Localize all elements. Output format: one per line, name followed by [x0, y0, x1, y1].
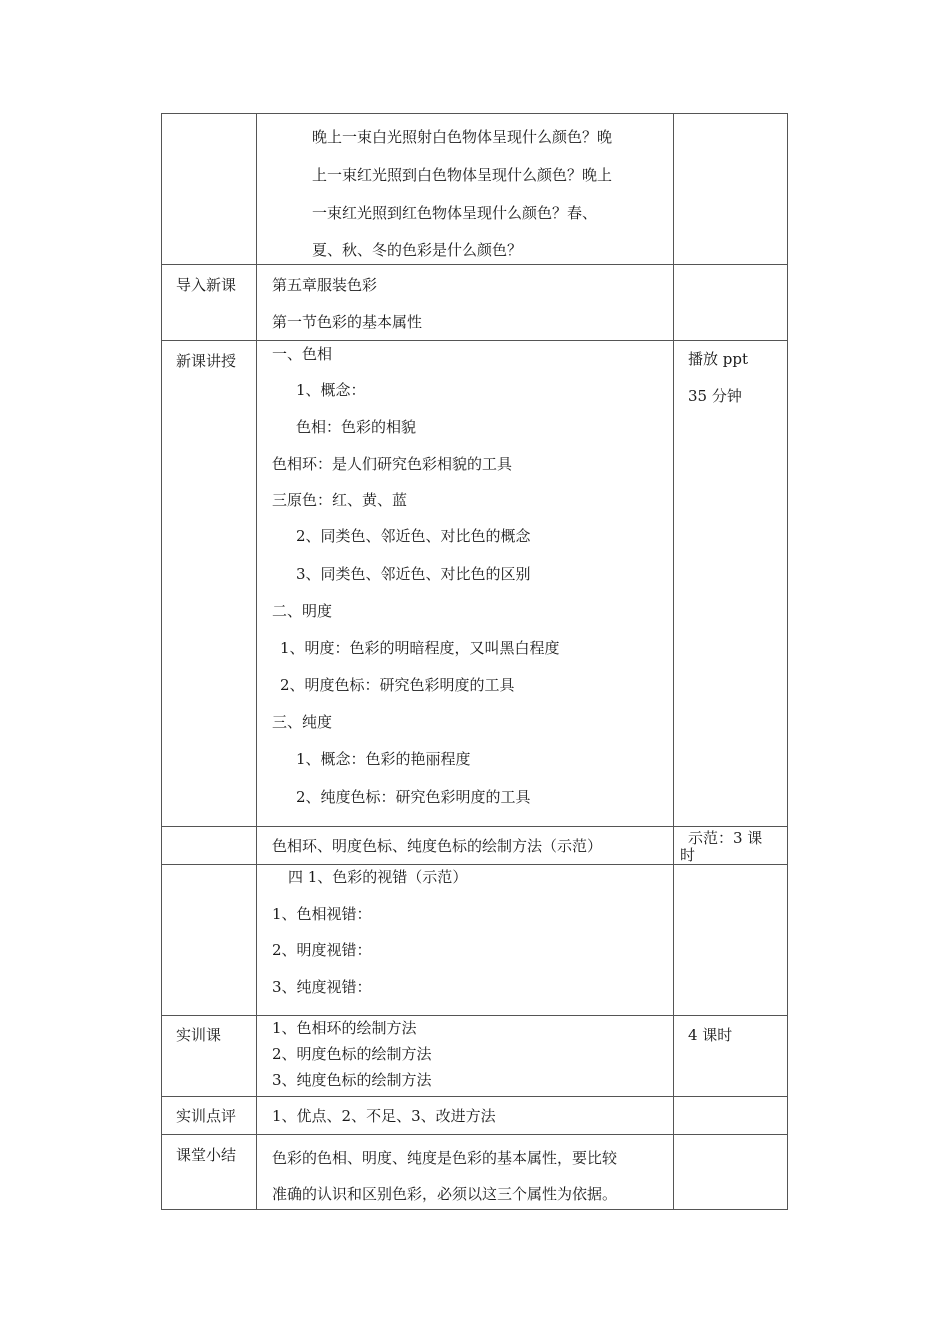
demo-note-line: 时 — [680, 846, 696, 864]
table-border-bottom — [161, 1209, 788, 1210]
row-divider — [161, 340, 788, 341]
table-border-right — [787, 113, 788, 1210]
illusion-content-line: 2、明度视错： — [272, 941, 372, 959]
lecture-content-line: 一、色相 — [272, 345, 333, 363]
lecture-content-line: 1、概念： — [296, 381, 366, 399]
demo-content: 色相环、明度色标、纯度色标的绘制方法（示范） — [272, 837, 603, 855]
summary-content-line: 准确的认识和区别色彩，必须以这三个属性为依据。 — [272, 1185, 618, 1203]
import-content-line: 第一节色彩的基本属性 — [272, 313, 423, 331]
row-divider — [161, 264, 788, 265]
lecture-content-line: 2、纯度色标：研究色彩明度的工具 — [296, 788, 531, 806]
row-divider — [161, 1134, 788, 1135]
row-label-practice: 实训课 — [176, 1026, 222, 1044]
lecture-content-line: 色相：色彩的相貌 — [296, 418, 417, 436]
lecture-content-line: 三、纯度 — [272, 713, 333, 731]
practice-content-line: 1、色相环的绘制方法 — [272, 1019, 417, 1037]
illusion-content-line: 四 1、色彩的视错（示范） — [288, 868, 468, 886]
intro-question-line: 一束红光照到红色物体呈现什么颜色？春、 — [312, 204, 598, 222]
summary-content-line: 色彩的色相、明度、纯度是色彩的基本属性，要比较 — [272, 1149, 618, 1167]
row-divider — [161, 864, 788, 865]
row-label-import: 导入新课 — [176, 276, 237, 294]
lecture-content-line: 色相环：是人们研究色彩相貌的工具 — [272, 455, 513, 473]
lecture-content-line: 2、明度色标：研究色彩明度的工具 — [280, 676, 515, 694]
column-divider-2 — [673, 113, 674, 1210]
illusion-content-line: 3、纯度视错： — [272, 978, 372, 996]
row-label-review: 实训点评 — [176, 1107, 237, 1125]
import-content-line: 第五章服装色彩 — [272, 276, 378, 294]
row-divider — [161, 1015, 788, 1016]
table-border-top — [161, 113, 788, 114]
lecture-note-line: 35 分钟 — [688, 387, 742, 405]
practice-content-line: 2、明度色标的绘制方法 — [272, 1045, 432, 1063]
table-border-left — [161, 113, 162, 1210]
lecture-content-line: 1、概念：色彩的艳丽程度 — [296, 750, 471, 768]
column-divider-1 — [256, 113, 257, 1210]
row-divider — [161, 1096, 788, 1097]
lecture-content-line: 二、明度 — [272, 602, 333, 620]
demo-note-line: 示范：3 课 — [688, 829, 763, 847]
review-content: 1、优点、2、不足、3、改进方法 — [272, 1107, 496, 1125]
lecture-content-line: 3、同类色、邻近色、对比色的区别 — [296, 565, 531, 583]
practice-content-line: 3、纯度色标的绘制方法 — [272, 1071, 432, 1089]
row-label-lecture: 新课讲授 — [176, 352, 237, 370]
row-label-summary: 课堂小结 — [176, 1146, 237, 1164]
intro-question-line: 上一束红光照到白色物体呈现什么颜色？晚上 — [312, 166, 613, 184]
row-divider — [161, 826, 788, 827]
lecture-content-line: 1、明度：色彩的明暗程度，又叫黑白程度 — [280, 639, 560, 657]
intro-question-line: 夏、秋、冬的色彩是什么颜色？ — [312, 241, 523, 259]
lesson-plan-table — [161, 113, 788, 1210]
lecture-note-line: 播放 ppt — [688, 350, 749, 368]
practice-note: 4 课时 — [688, 1026, 733, 1044]
lecture-content-line: 2、同类色、邻近色、对比色的概念 — [296, 527, 531, 545]
illusion-content-line: 1、色相视错： — [272, 905, 372, 923]
lecture-content-line: 三原色：红、黄、蓝 — [272, 491, 408, 509]
intro-question-line: 晚上一束白光照射白色物体呈现什么颜色？晚 — [312, 128, 613, 146]
